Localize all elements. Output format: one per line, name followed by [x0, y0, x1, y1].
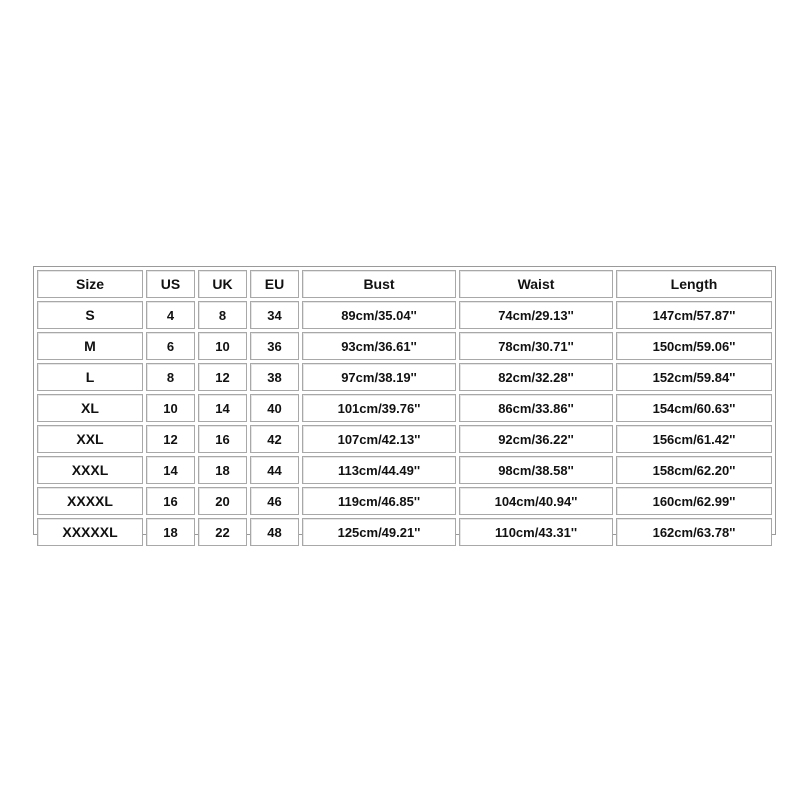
- bust-cell: 125cm/49.21'': [302, 518, 456, 546]
- waist-cell: 78cm/30.71'': [459, 332, 613, 360]
- uk-cell: 12: [198, 363, 247, 391]
- size-chart-table: [34, 267, 775, 549]
- bust-cell: 107cm/42.13'': [302, 425, 456, 453]
- eu-cell: 48: [250, 518, 299, 546]
- header-cell-waist: Waist: [459, 270, 613, 298]
- waist-cell: 92cm/36.22'': [459, 425, 613, 453]
- length-cell: 160cm/62.99'': [616, 487, 772, 515]
- waist-cell: 74cm/29.13'': [459, 301, 613, 329]
- uk-cell: 8: [198, 301, 247, 329]
- length-cell: 162cm/63.78'': [616, 518, 772, 546]
- header-row: [37, 270, 772, 298]
- bust-cell: 113cm/44.49'': [302, 456, 456, 484]
- length-cell: 152cm/59.84'': [616, 363, 772, 391]
- table-row: [37, 394, 772, 422]
- waist-cell: 104cm/40.94'': [459, 487, 613, 515]
- table-row: [37, 301, 772, 329]
- bust-cell: 101cm/39.76'': [302, 394, 456, 422]
- bust-cell: 89cm/35.04'': [302, 301, 456, 329]
- header-cell-length: Length: [616, 270, 772, 298]
- length-cell: 147cm/57.87'': [616, 301, 772, 329]
- eu-cell: 44: [250, 456, 299, 484]
- uk-cell: 14: [198, 394, 247, 422]
- eu-cell: 34: [250, 301, 299, 329]
- table-row: [37, 518, 772, 546]
- size-cell: XXXXL: [37, 487, 143, 515]
- length-cell: 156cm/61.42'': [616, 425, 772, 453]
- size-cell: XXXL: [37, 456, 143, 484]
- uk-cell: 10: [198, 332, 247, 360]
- us-cell: 10: [146, 394, 195, 422]
- us-cell: 4: [146, 301, 195, 329]
- table-row: [37, 487, 772, 515]
- uk-cell: 22: [198, 518, 247, 546]
- uk-cell: 18: [198, 456, 247, 484]
- header-cell-eu: EU: [250, 270, 299, 298]
- eu-cell: 42: [250, 425, 299, 453]
- uk-cell: 20: [198, 487, 247, 515]
- size-cell: M: [37, 332, 143, 360]
- eu-cell: 40: [250, 394, 299, 422]
- waist-cell: 86cm/33.86'': [459, 394, 613, 422]
- uk-cell: 16: [198, 425, 247, 453]
- header-cell-uk: UK: [198, 270, 247, 298]
- us-cell: 12: [146, 425, 195, 453]
- waist-cell: 82cm/32.28'': [459, 363, 613, 391]
- size-cell: L: [37, 363, 143, 391]
- us-cell: 18: [146, 518, 195, 546]
- table-row: [37, 363, 772, 391]
- us-cell: 14: [146, 456, 195, 484]
- us-cell: 16: [146, 487, 195, 515]
- length-cell: 154cm/60.63'': [616, 394, 772, 422]
- table-row: [37, 456, 772, 484]
- table-row: [37, 332, 772, 360]
- size-cell: S: [37, 301, 143, 329]
- eu-cell: 38: [250, 363, 299, 391]
- size-chart-container: [33, 266, 776, 540]
- header-cell-bust: Bust: [302, 270, 456, 298]
- us-cell: 8: [146, 363, 195, 391]
- length-cell: 150cm/59.06'': [616, 332, 772, 360]
- length-cell: 158cm/62.20'': [616, 456, 772, 484]
- size-cell: XXL: [37, 425, 143, 453]
- eu-cell: 36: [250, 332, 299, 360]
- bust-cell: 93cm/36.61'': [302, 332, 456, 360]
- us-cell: 6: [146, 332, 195, 360]
- eu-cell: 46: [250, 487, 299, 515]
- bust-cell: 97cm/38.19'': [302, 363, 456, 391]
- waist-cell: 98cm/38.58'': [459, 456, 613, 484]
- header-cell-size: Size: [37, 270, 143, 298]
- bust-cell: 119cm/46.85'': [302, 487, 456, 515]
- table-row: [37, 425, 772, 453]
- header-cell-us: US: [146, 270, 195, 298]
- size-cell: XL: [37, 394, 143, 422]
- waist-cell: 110cm/43.31'': [459, 518, 613, 546]
- size-cell: XXXXXL: [37, 518, 143, 546]
